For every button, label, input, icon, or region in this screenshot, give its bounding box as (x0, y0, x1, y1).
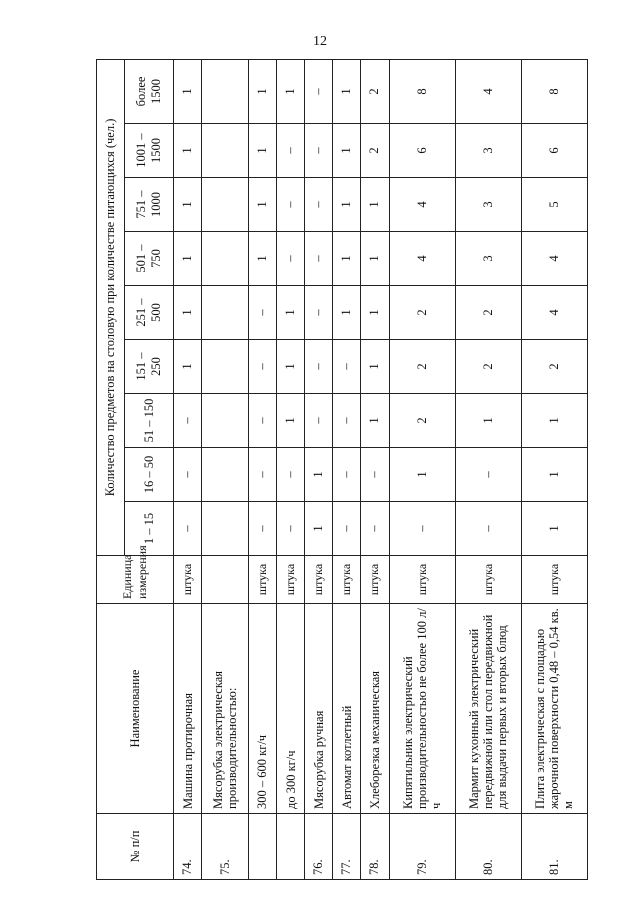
row-value: 1 (333, 124, 361, 178)
row-value: 2 (361, 124, 389, 178)
row-value: 2 (521, 340, 587, 394)
row-value: – (277, 502, 305, 556)
row-value: 1 (277, 394, 305, 448)
row-value: – (361, 448, 389, 502)
row-value (202, 340, 248, 394)
header-name: Наименование (97, 604, 174, 814)
row-value: 5 (521, 178, 587, 232)
row-number: 80. (455, 814, 521, 880)
row-value: – (174, 502, 202, 556)
row-value: – (248, 340, 276, 394)
row-value (202, 178, 248, 232)
header-range: 51 – 150 (125, 394, 174, 448)
table-row (305, 59, 333, 879)
equipment-table (96, 59, 588, 880)
row-value: 1 (361, 178, 389, 232)
row-value: 1 (361, 340, 389, 394)
row-name: Машина протирочная (174, 604, 202, 814)
row-value: 4 (455, 59, 521, 123)
row-value: 1 (305, 502, 333, 556)
row-number: 81. (521, 814, 587, 880)
row-unit: штука (389, 556, 455, 604)
row-value (202, 502, 248, 556)
row-value: – (248, 448, 276, 502)
row-value: – (389, 502, 455, 556)
row-unit: штука (248, 556, 276, 604)
row-value: 8 (389, 59, 455, 123)
row-value: 1 (277, 286, 305, 340)
row-value: 1 (333, 232, 361, 286)
header-range: 751 – 1000 (125, 178, 174, 232)
row-value: 1 (174, 232, 202, 286)
row-value: 1 (174, 178, 202, 232)
row-value: 3 (455, 178, 521, 232)
row-value: 3 (455, 124, 521, 178)
row-value: – (333, 394, 361, 448)
table-row (455, 59, 521, 879)
table-row (277, 59, 305, 879)
row-value: 1 (455, 394, 521, 448)
table-row (174, 59, 202, 879)
row-value: – (455, 502, 521, 556)
row-value: 1 (305, 448, 333, 502)
row-unit: штука (455, 556, 521, 604)
row-name: до 300 кг/ч (277, 604, 305, 814)
row-value: 8 (521, 59, 587, 123)
row-value: 1 (333, 286, 361, 340)
row-value: 2 (389, 340, 455, 394)
row-name: Кипятильник электрический производительностью не более 100 л/ч (389, 604, 455, 814)
row-unit: штука (521, 556, 587, 604)
row-name: Плита электрическая с площадью жарочной поверхности 0,48 – 0,54 кв. м (521, 604, 587, 814)
row-value (202, 232, 248, 286)
row-value: – (277, 124, 305, 178)
row-name: Хлеборезка механическая (361, 604, 389, 814)
header-group: Количество предметов на столовую при количестве питающихся (чел.) (97, 59, 125, 555)
header-num: № п/п (97, 814, 174, 880)
row-value: – (174, 448, 202, 502)
row-value: 1 (521, 502, 587, 556)
header-range: более 1500 (125, 59, 174, 123)
header-unit: Единица измерения (97, 556, 174, 604)
row-value: – (174, 394, 202, 448)
table-row (202, 59, 248, 879)
row-value: 1 (361, 394, 389, 448)
row-value: 1 (174, 340, 202, 394)
row-value: 1 (333, 59, 361, 123)
header-range: 151 – 250 (125, 340, 174, 394)
row-value: 1 (521, 448, 587, 502)
header-range: 251 – 500 (125, 286, 174, 340)
row-number: 74. (174, 814, 202, 880)
row-value: 1 (389, 448, 455, 502)
row-value: 1 (248, 232, 276, 286)
header-range: 1001 – 1500 (125, 124, 174, 178)
table-row (361, 59, 389, 879)
row-value: – (248, 502, 276, 556)
row-value (202, 59, 248, 123)
row-value: 4 (521, 232, 587, 286)
row-value: – (361, 502, 389, 556)
row-value: 3 (455, 232, 521, 286)
row-value: 6 (389, 124, 455, 178)
row-value: – (305, 124, 333, 178)
row-value: – (305, 59, 333, 123)
row-value (202, 124, 248, 178)
row-value (202, 394, 248, 448)
row-number: 76. (305, 814, 333, 880)
row-value: 1 (174, 286, 202, 340)
row-unit: штука (333, 556, 361, 604)
row-number (248, 814, 276, 880)
row-number: 78. (361, 814, 389, 880)
table-row (521, 59, 587, 879)
row-value: 1 (521, 394, 587, 448)
row-value: 1 (277, 340, 305, 394)
row-value: – (455, 448, 521, 502)
row-value: – (248, 394, 276, 448)
row-value (202, 286, 248, 340)
row-value: 1 (333, 178, 361, 232)
row-value: 1 (361, 286, 389, 340)
row-name: 300 – 600 кг/ч (248, 604, 276, 814)
row-number: 77. (333, 814, 361, 880)
page-number: 12 (313, 34, 327, 49)
row-value: 1 (277, 59, 305, 123)
row-value: – (277, 448, 305, 502)
header-range: 16 – 50 (125, 448, 174, 502)
row-value: – (333, 448, 361, 502)
row-value (202, 448, 248, 502)
row-name: Мясорубка ручная (305, 604, 333, 814)
row-value: 6 (521, 124, 587, 178)
row-name: Автомат котлетный (333, 604, 361, 814)
row-value: – (248, 286, 276, 340)
row-value: – (305, 340, 333, 394)
row-value: – (305, 178, 333, 232)
row-value: 2 (389, 286, 455, 340)
row-number (277, 814, 305, 880)
header-range: 501 – 750 (125, 232, 174, 286)
row-unit: штука (174, 556, 202, 604)
row-unit: штука (277, 556, 305, 604)
table-row (333, 59, 361, 879)
row-value: – (277, 178, 305, 232)
row-unit: штука (361, 556, 389, 604)
row-value: 2 (455, 286, 521, 340)
row-value: 1 (174, 59, 202, 123)
row-value: 2 (389, 394, 455, 448)
table-row (389, 59, 455, 879)
row-value: 2 (455, 340, 521, 394)
row-value: 4 (521, 286, 587, 340)
row-number: 75. (202, 814, 248, 880)
row-number: 79. (389, 814, 455, 880)
row-value: 1 (248, 124, 276, 178)
row-name: Мясорубка электрическая производительностью: (202, 604, 248, 814)
rotated-table-container (96, 60, 588, 880)
row-value: 2 (361, 59, 389, 123)
table-row (248, 59, 276, 879)
row-value: 4 (389, 178, 455, 232)
row-value: – (333, 502, 361, 556)
row-value: – (305, 286, 333, 340)
row-value: 1 (248, 178, 276, 232)
row-value: – (333, 340, 361, 394)
row-name: Мармит кухонный электрический передвижной или стол передвижной для выдачи первых и вторых блюд (455, 604, 521, 814)
row-value: 1 (248, 59, 276, 123)
row-value: 1 (174, 124, 202, 178)
row-value: 1 (361, 232, 389, 286)
row-value: – (305, 394, 333, 448)
row-value: – (277, 232, 305, 286)
row-value: 4 (389, 232, 455, 286)
header-range: 1 – 15 (125, 502, 174, 556)
row-unit: штука (305, 556, 333, 604)
row-value: – (305, 232, 333, 286)
row-unit (202, 556, 248, 604)
